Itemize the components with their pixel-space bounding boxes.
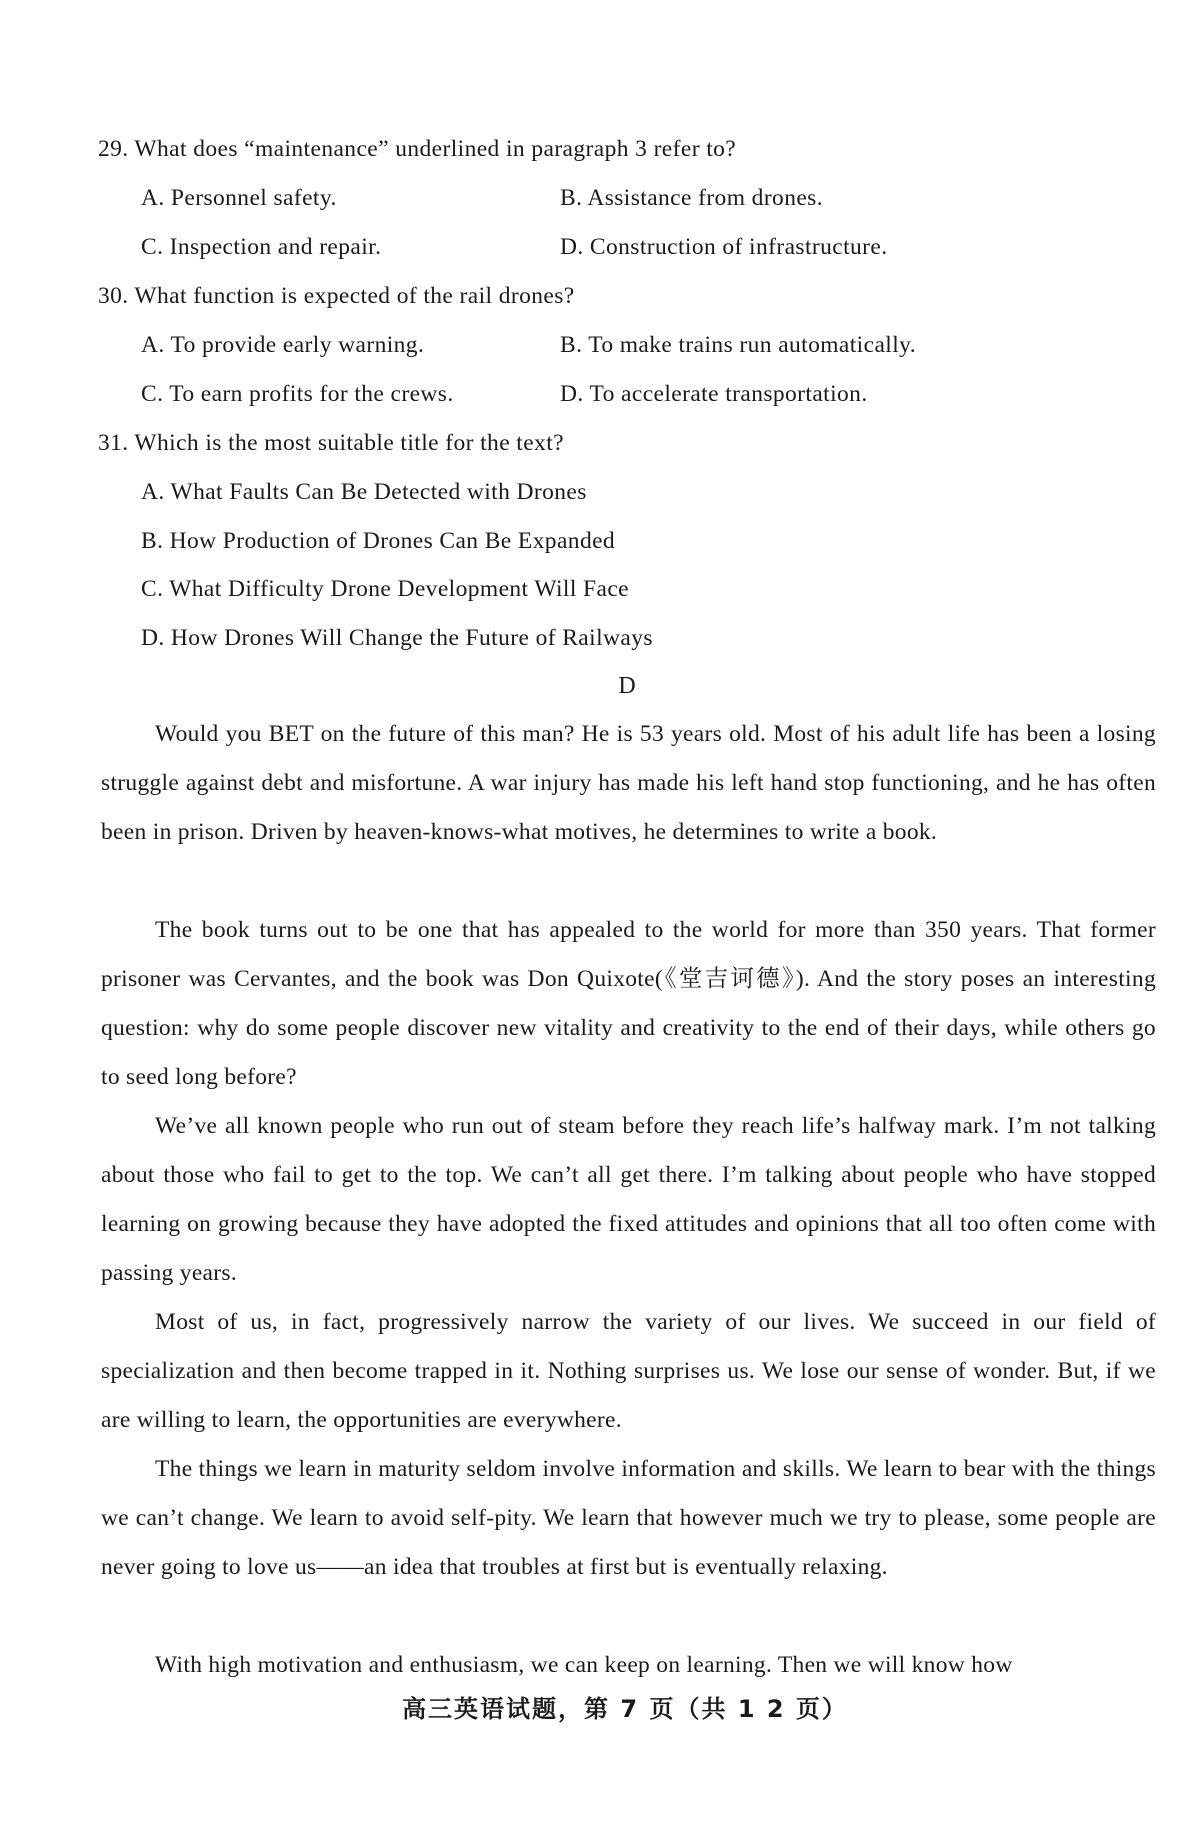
page-footer: 高三英语试题，第 7 页（共 1 2 页） (402, 1695, 848, 1723)
question-30-stem: 30. What function is expected of the rail drones? (98, 283, 575, 309)
passage-paragraph-2: The book turns out to be one that has appealed to the world for more than 350 years. That former prisoner was Cervantes, and the book was Don Quixote(《堂吉诃德》). And the story poses an interesting question: why do some people discover new vitality and creativity to the end of their days, while others go to seed long before? (101, 917, 1156, 1090)
passage-paragraph-3: We’ve all known people who run out of steam before they reach life’s halfway mark. I’m not talking about those who fail to get to the top. We can’t all get there. I’m talking about people who have stopped learning on growing because they have adopted the fixed attitudes and opinions that all too often come with passing years. (101, 1113, 1156, 1286)
question-30-option-d: D. To accelerate transportation. (560, 381, 868, 407)
question-31-option-c: C. What Difficulty Drone Development Will Face (141, 576, 629, 602)
question-29-option-b: B. Assistance from drones. (560, 185, 823, 211)
passage-paragraph-5: The things we learn in maturity seldom involve information and skills. We learn to bear with the things we can’t change. We learn to avoid self-pity. We learn that however much we try to please, some people are never going to love us——an idea that troubles at first but is eventually relaxing. (101, 1456, 1156, 1580)
passage-paragraph-4: Most of us, in fact, progressively narrow the variety of our lives. We succeed in our field of specialization and then become trapped in it. Nothing surprises us. We lose our sense of wonder. But, if we are willing to learn, the opportunities are everywhere. (101, 1309, 1156, 1433)
question-29-option-c: C. Inspection and repair. (141, 234, 382, 260)
question-31-stem: 31. Which is the most suitable title for the text? (98, 430, 564, 456)
question-31-option-d: D. How Drones Will Change the Future of Railways (141, 625, 653, 651)
question-31-option-a: A. What Faults Can Be Detected with Drones (141, 479, 587, 505)
question-29-option-a: A. Personnel safety. (141, 185, 337, 211)
question-29-option-d: D. Construction of infrastructure. (560, 234, 888, 260)
question-30-option-a: A. To provide early warning. (141, 332, 425, 358)
passage-paragraph-6: With high motivation and enthusiasm, we can keep on learning. Then we will know how (155, 1652, 1013, 1678)
question-30-option-c: C. To earn profits for the crews. (141, 381, 454, 407)
question-31-option-b: B. How Production of Drones Can Be Expanded (141, 528, 616, 554)
question-29-stem: 29. What does “maintenance” underlined in paragraph 3 refer to? (98, 136, 737, 162)
section-label: D (618, 673, 636, 699)
question-30-option-b: B. To make trains run automatically. (560, 332, 917, 358)
passage-paragraph-1: Would you BET on the future of this man? He is 53 years old. Most of his adult life has been a losing struggle against debt and misfortune. A war injury has made his left hand stop functioning, and he has often been in prison. Driven by heaven-knows-what motives, he determines to write a book. (101, 721, 1156, 845)
